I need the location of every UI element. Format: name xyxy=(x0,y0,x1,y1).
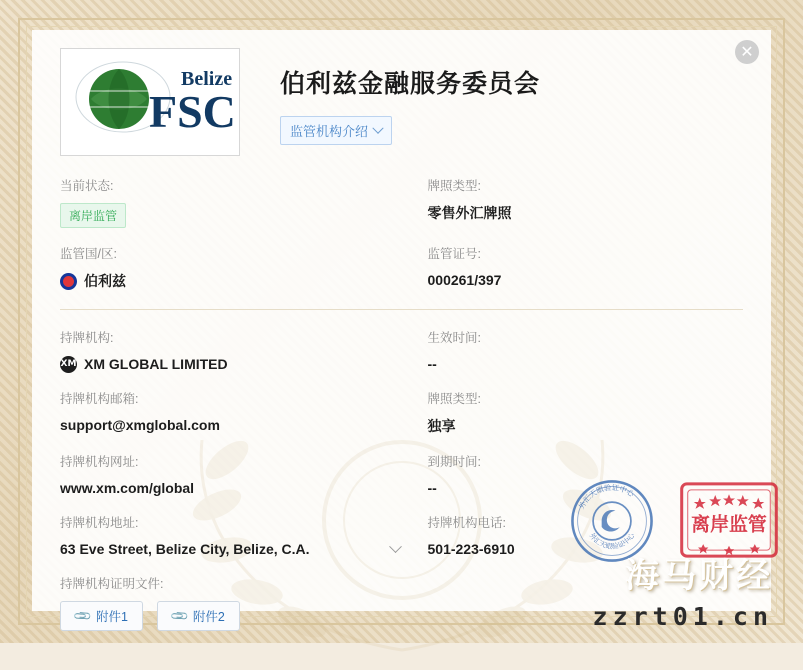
status-badge: 离岸监管 xyxy=(60,203,126,228)
field-label: 持牌机构电话: xyxy=(427,516,506,530)
field-value: www.xm.com/global xyxy=(60,480,195,496)
field-licensee xyxy=(60,328,402,389)
field-value: -- xyxy=(427,356,437,372)
field-label: 持牌机构网址: xyxy=(60,455,139,469)
field-label: 持牌机构: xyxy=(60,331,114,345)
field-label: 牌照类型: xyxy=(427,179,481,193)
field-label: 到期时间: xyxy=(427,455,481,469)
field-value: 独享 xyxy=(427,418,456,434)
field-value: -- xyxy=(427,480,437,496)
field-label: 当前状态: xyxy=(60,179,114,193)
field-documents xyxy=(60,574,402,647)
field-value: 伯利兹 xyxy=(84,273,126,289)
close-icon[interactable]: ✕ xyxy=(735,40,759,64)
regulator-intro-button[interactable] xyxy=(280,116,392,145)
field-effective-date xyxy=(402,328,744,389)
info-row xyxy=(60,244,743,307)
svg-text:外汇天眼验证中心: 外汇天眼验证中心 xyxy=(587,532,637,551)
belize-flag-icon xyxy=(60,273,77,290)
paperclip-icon: 📎 xyxy=(72,605,93,627)
regulator-intro-label: 监管机构介绍 xyxy=(290,124,369,139)
field-status xyxy=(60,176,402,244)
site-watermark: 海马财经 xyxy=(625,556,773,596)
chevron-down-icon[interactable] xyxy=(389,540,402,553)
attachment-label: 附件1 xyxy=(95,610,128,624)
svg-text:FSC: FSC xyxy=(149,86,236,137)
field-label: 监管证号: xyxy=(427,247,481,261)
header-text-block xyxy=(280,48,540,145)
field-value: 63 Eve Street, Belize City, Belize, C.A. xyxy=(60,541,310,557)
info-row xyxy=(60,176,743,244)
paperclip-icon: 📎 xyxy=(169,605,190,627)
field-label: 持牌机构证明文件: xyxy=(60,577,164,591)
field-address xyxy=(60,513,402,574)
attachment-label: 附件2 xyxy=(192,610,225,624)
field-email xyxy=(60,389,402,452)
attachment-button-2[interactable] xyxy=(157,601,240,631)
field-value: 501-223-6910 xyxy=(427,541,515,557)
field-value: XM GLOBAL LIMITED xyxy=(84,356,228,372)
svg-text:Belize: Belize xyxy=(181,68,233,90)
svg-text:外汇天眼验证中心: 外汇天眼验证中心 xyxy=(576,482,636,511)
page-title: 伯利兹金融服务委员会 xyxy=(280,70,541,98)
fsc-belize-logo-icon xyxy=(61,49,239,155)
info-row xyxy=(60,389,743,452)
card-header xyxy=(32,30,771,156)
regulator-logo xyxy=(60,48,240,156)
field-value: support@xmglobal.com xyxy=(60,417,220,433)
field-country xyxy=(60,244,402,307)
field-license-type xyxy=(402,176,744,244)
field-label: 牌照类型: xyxy=(427,392,481,406)
field-label: 持牌机构地址: xyxy=(60,516,139,530)
field-value: 000261/397 xyxy=(427,272,502,288)
field-value: 零售外汇牌照 xyxy=(427,205,512,221)
site-domain: zzrt01.cn xyxy=(592,602,773,631)
chevron-down-icon xyxy=(372,122,383,133)
field-license-number xyxy=(402,244,744,307)
field-label: 监管国/区: xyxy=(60,247,117,261)
xm-logo-icon: XM xyxy=(60,356,77,373)
section-divider xyxy=(60,309,743,310)
svg-text:离岸监管: 离岸监管 xyxy=(691,514,767,536)
info-row xyxy=(60,328,743,389)
attachment-button-1[interactable] xyxy=(60,601,143,631)
field-label: 持牌机构邮箱: xyxy=(60,392,139,406)
field-website xyxy=(60,452,402,513)
field-license-type-2 xyxy=(402,389,744,452)
field-label: 生效时间: xyxy=(427,331,481,345)
